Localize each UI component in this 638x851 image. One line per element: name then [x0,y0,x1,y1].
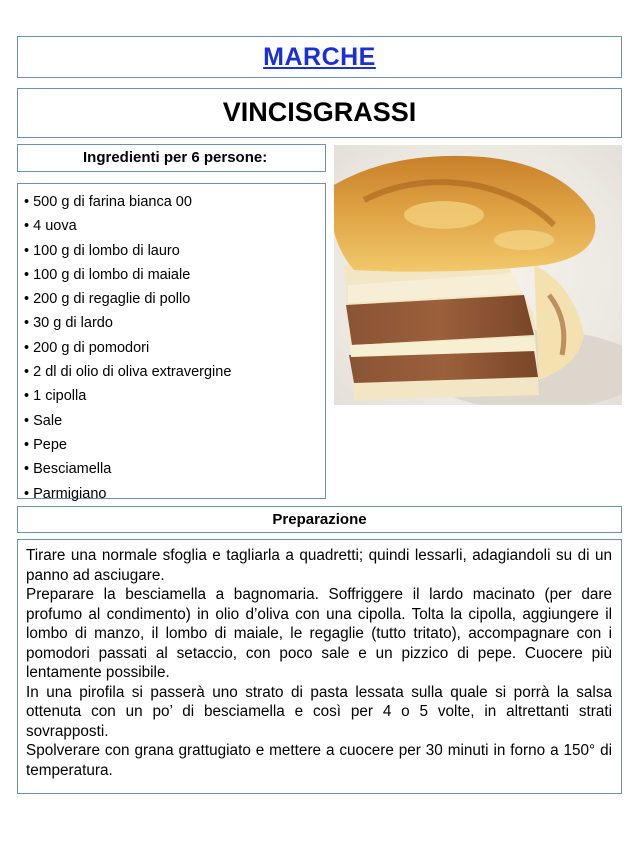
preparation-text [18,540,621,780]
lasagna-illustration [334,145,622,405]
ingredient-item: • 200 g di regaglie di pollo [24,287,325,311]
ingredient-item: • 100 g di lombo di lauro [24,239,325,263]
preparation-header-box [17,506,622,533]
ingredient-item: • 2 dl di olio di oliva extravergine [24,360,325,384]
preparation-box [17,539,622,794]
ingredient-item: • 1 cipolla [24,384,325,408]
ingredient-item: • 200 g di pomodori [24,336,325,360]
region-header-box [17,36,622,78]
ingredients-list-box [17,183,326,502]
ingredient-item: • 500 g di farina bianca 00 [24,190,325,214]
lasagna-photo [334,145,622,405]
ingredients-header-box [17,144,326,172]
preparation-paragraph: Spolverare con grana grattugiato e mettere a cuocere per 30 minuti in forno a 150° di temperatura. [26,742,612,779]
ingredient-item: • Pepe [24,433,325,457]
preparation-paragraph: In una pirofila si passerà uno strato di pasta lessata sulla quale si porrà la salsa ottenuta con un po’ di besciamella e così per 4 o 5 volte, in altrettanti strati sovrapposti. [26,683,612,740]
ingredient-item: • Parmigiano [24,482,325,506]
ingredient-item: • Sale [24,409,325,433]
ingredient-item: • Besciamella [24,457,325,481]
ingredient-item: • 30 g di lardo [24,311,325,335]
dish-title: VINCISGRASSI [222,97,417,127]
ingredient-item: • 100 g di lombo di maiale [24,263,325,287]
dish-title-box [17,88,622,138]
preparation-paragraph: Preparare la besciamella a bagnomaria. Soffriggere il lardo macinato (per dare profumo al condimento) in olio d’oliva con una cipolla. Tolta la cipolla, aggiungere il lombo di manzo, il lombo di maiale, le regaglie (tutto tritato), accompagnare con i pomodori passati al setaccio, con poco sale e un pizzico di pepe. Cuocere più lentamente possibile. [26,586,612,681]
ingredient-item: • 4 uova [24,214,325,238]
preparation-header: Preparazione [272,511,367,528]
preparation-paragraph: Tirare una normale sfoglia e tagliarla a quadretti; quindi lessarli, adagiandoli su di un panno ad asciugare. [26,547,612,584]
region-title[interactable]: MARCHE [263,43,376,71]
ingredients-header: Ingredienti per 6 persone: [83,149,268,166]
ingredients-list [18,184,325,506]
